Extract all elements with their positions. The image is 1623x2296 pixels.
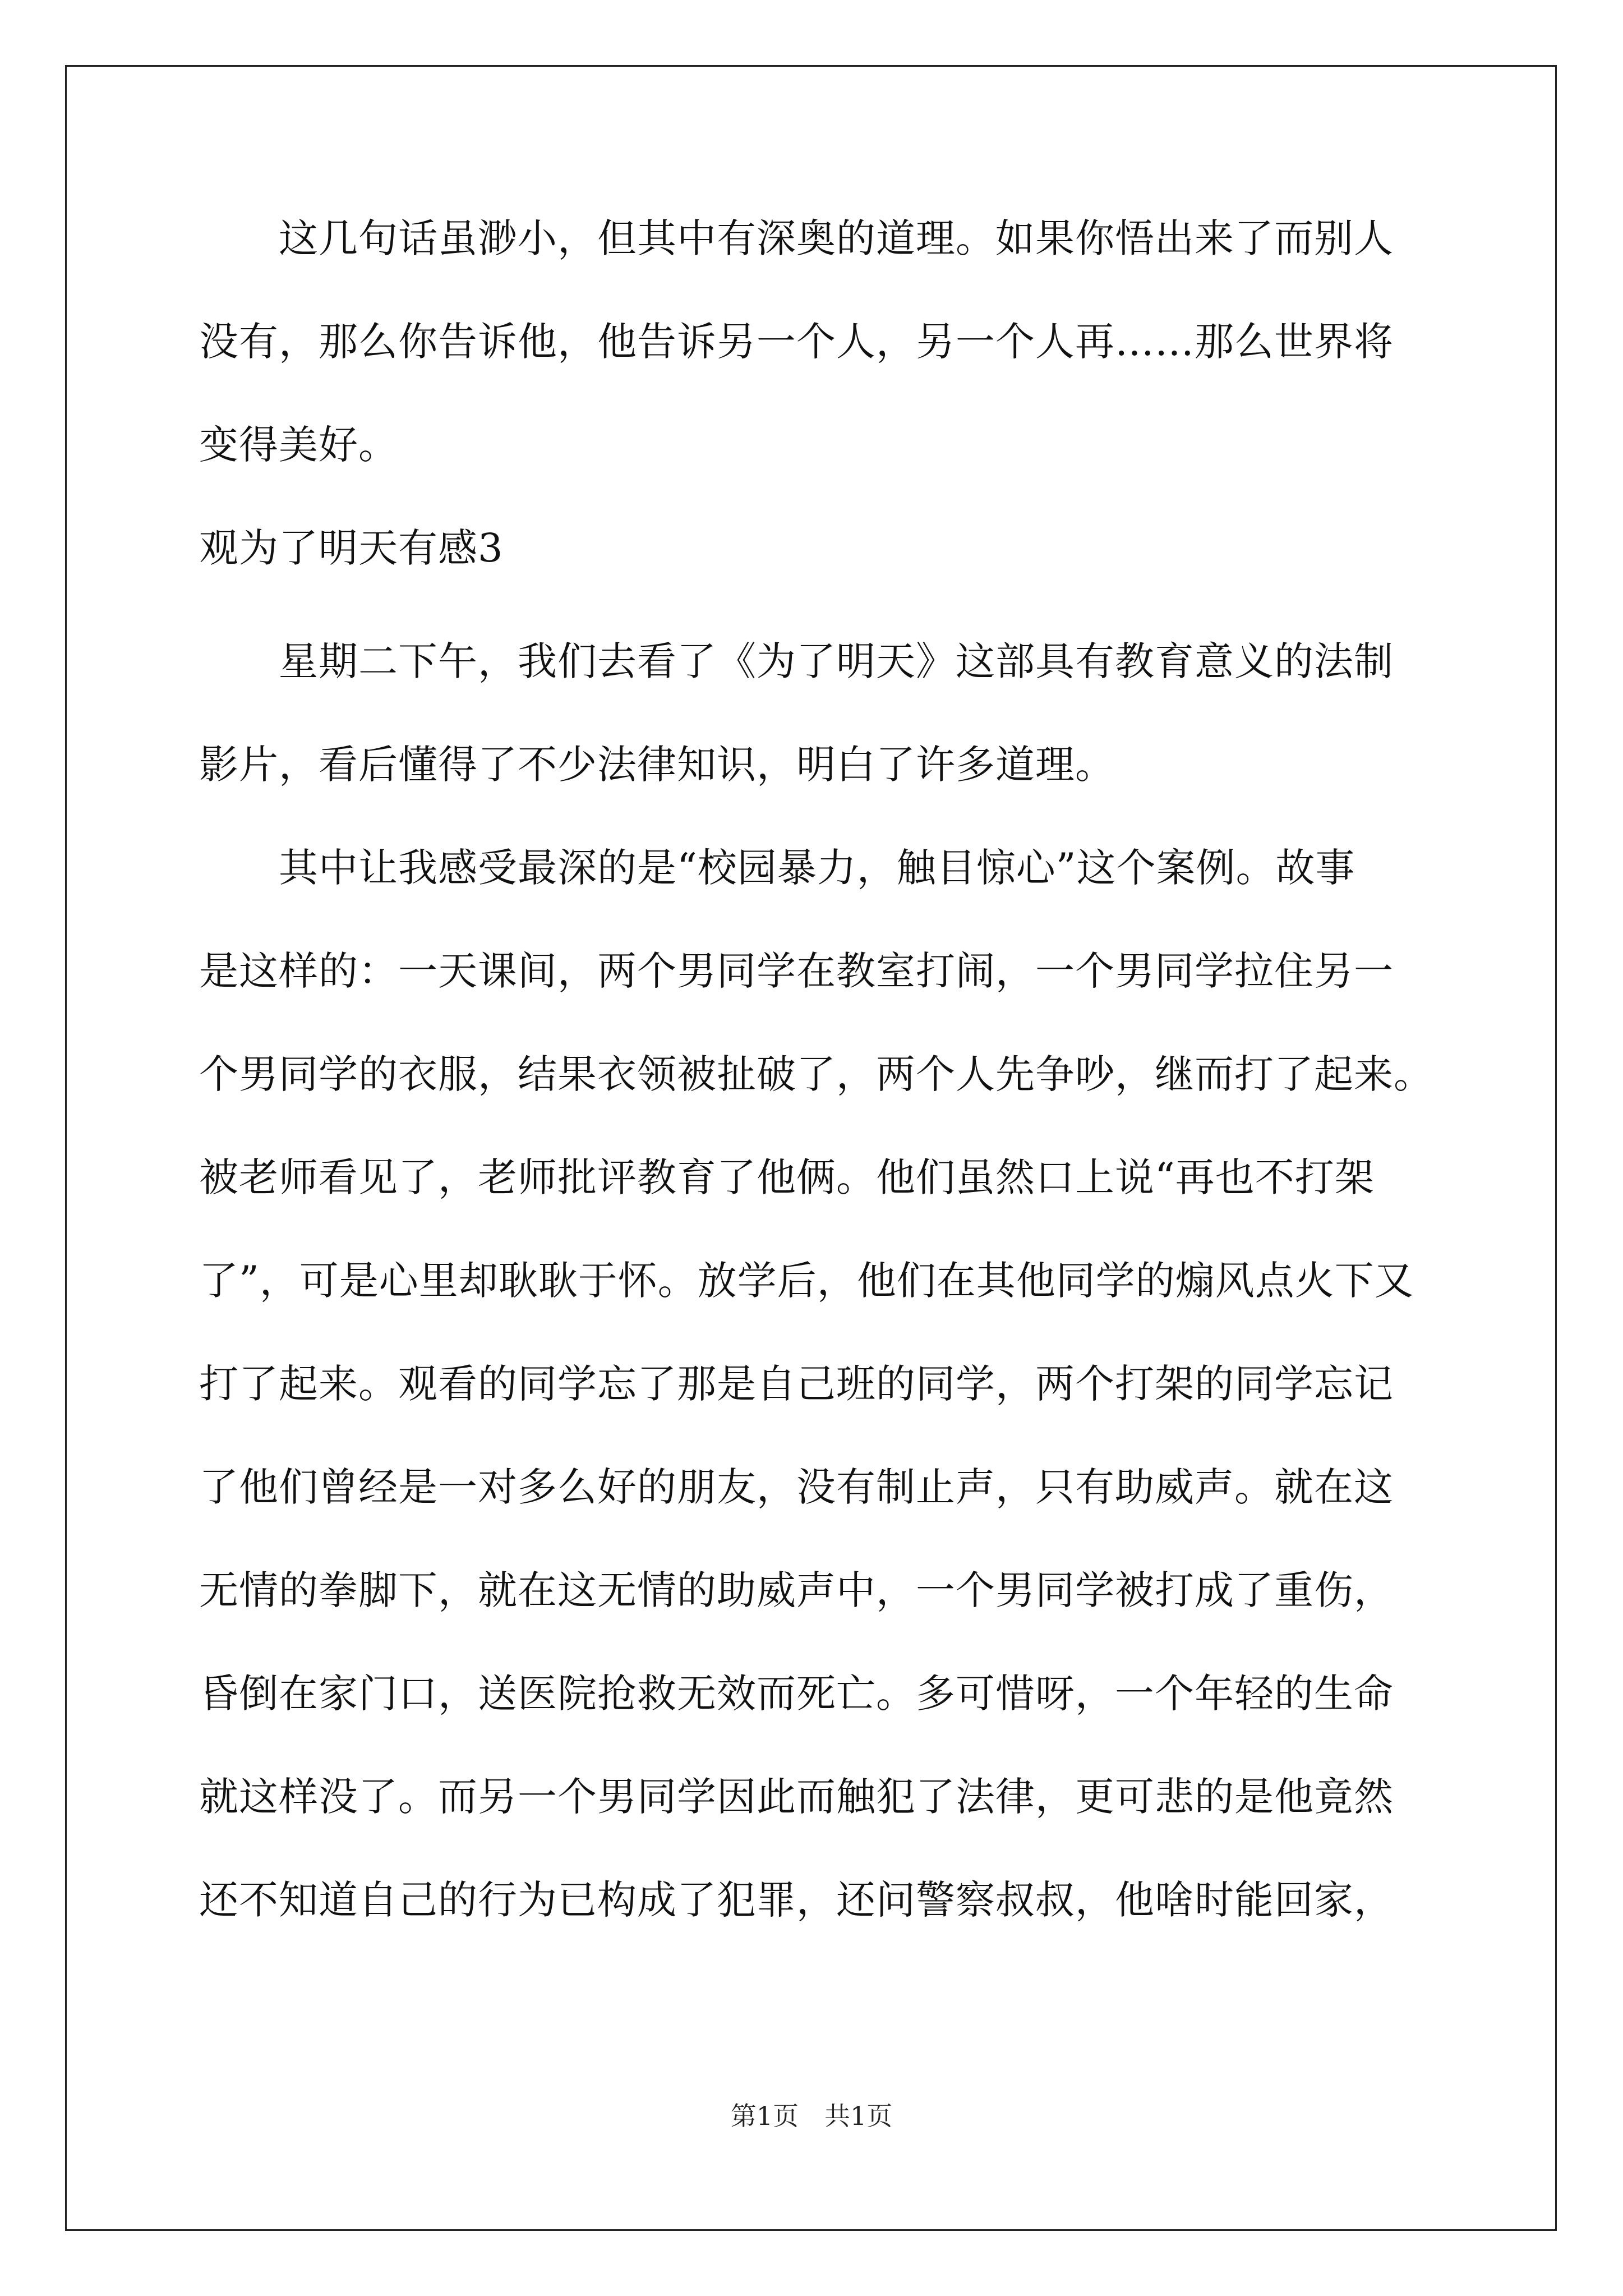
- text-line: 影片，看后懂得了不少法律知识，明白了许多道理。: [199, 742, 1115, 788]
- text-line: 无情的拳脚下，就在这无情的助威声中，一个男同学被打成了重伤，: [199, 1567, 1394, 1613]
- text-line: 个男同学的衣服，结果衣领被扯破了，两个人先争吵，继而打了起来。: [199, 1051, 1433, 1097]
- text-line: 没有，那么你告诉他，他告诉另一个人，另一个人再……那么世界将: [199, 319, 1394, 365]
- text-line: 其中让我感受最深的是“校园暴力，触目惊心”这个案例。故事: [199, 845, 1355, 891]
- text-line: 是这样的：一天课间，两个男同学在教室打闹，一个男同学拉住另一: [199, 948, 1394, 994]
- text-line: 打了起来。观看的同学忘了那是自己班的同学，两个打架的同学忘记: [199, 1361, 1394, 1407]
- text-line: 星期二下午，我们去看了《为了明天》这部具有教育意义的法制: [199, 638, 1394, 684]
- text-line: 了”，可是心里却耿耿于怀。放学后，他们在其他同学的煽风点火下又: [199, 1258, 1414, 1304]
- text-line: 这几句话虽渺小，但其中有深奥的道理。如果你悟出来了而别人: [199, 215, 1394, 261]
- page-number-footer: 第1页 共1页: [730, 2101, 893, 2131]
- text-line: 变得美好。: [199, 422, 398, 468]
- text-line: 就这样没了。而另一个男同学因此而触犯了法律，更可悲的是他竟然: [199, 1774, 1394, 1820]
- text-line: 了他们曾经是一对多么好的朋友，没有制止声，只有助威声。就在这: [199, 1464, 1394, 1510]
- text-line: 昏倒在家门口，送医院抢救无效而死亡。多可惜呀，一个年轻的生命: [199, 1671, 1394, 1717]
- text-line: 被老师看见了，老师批评教育了他俩。他们虽然口上说“再也不打架: [199, 1154, 1375, 1200]
- section-heading: 观为了明天有感3: [199, 525, 504, 571]
- text-line: 还不知道自己的行为已构成了犯罪，还问警察叔叔，他啥时能回家，: [199, 1877, 1394, 1923]
